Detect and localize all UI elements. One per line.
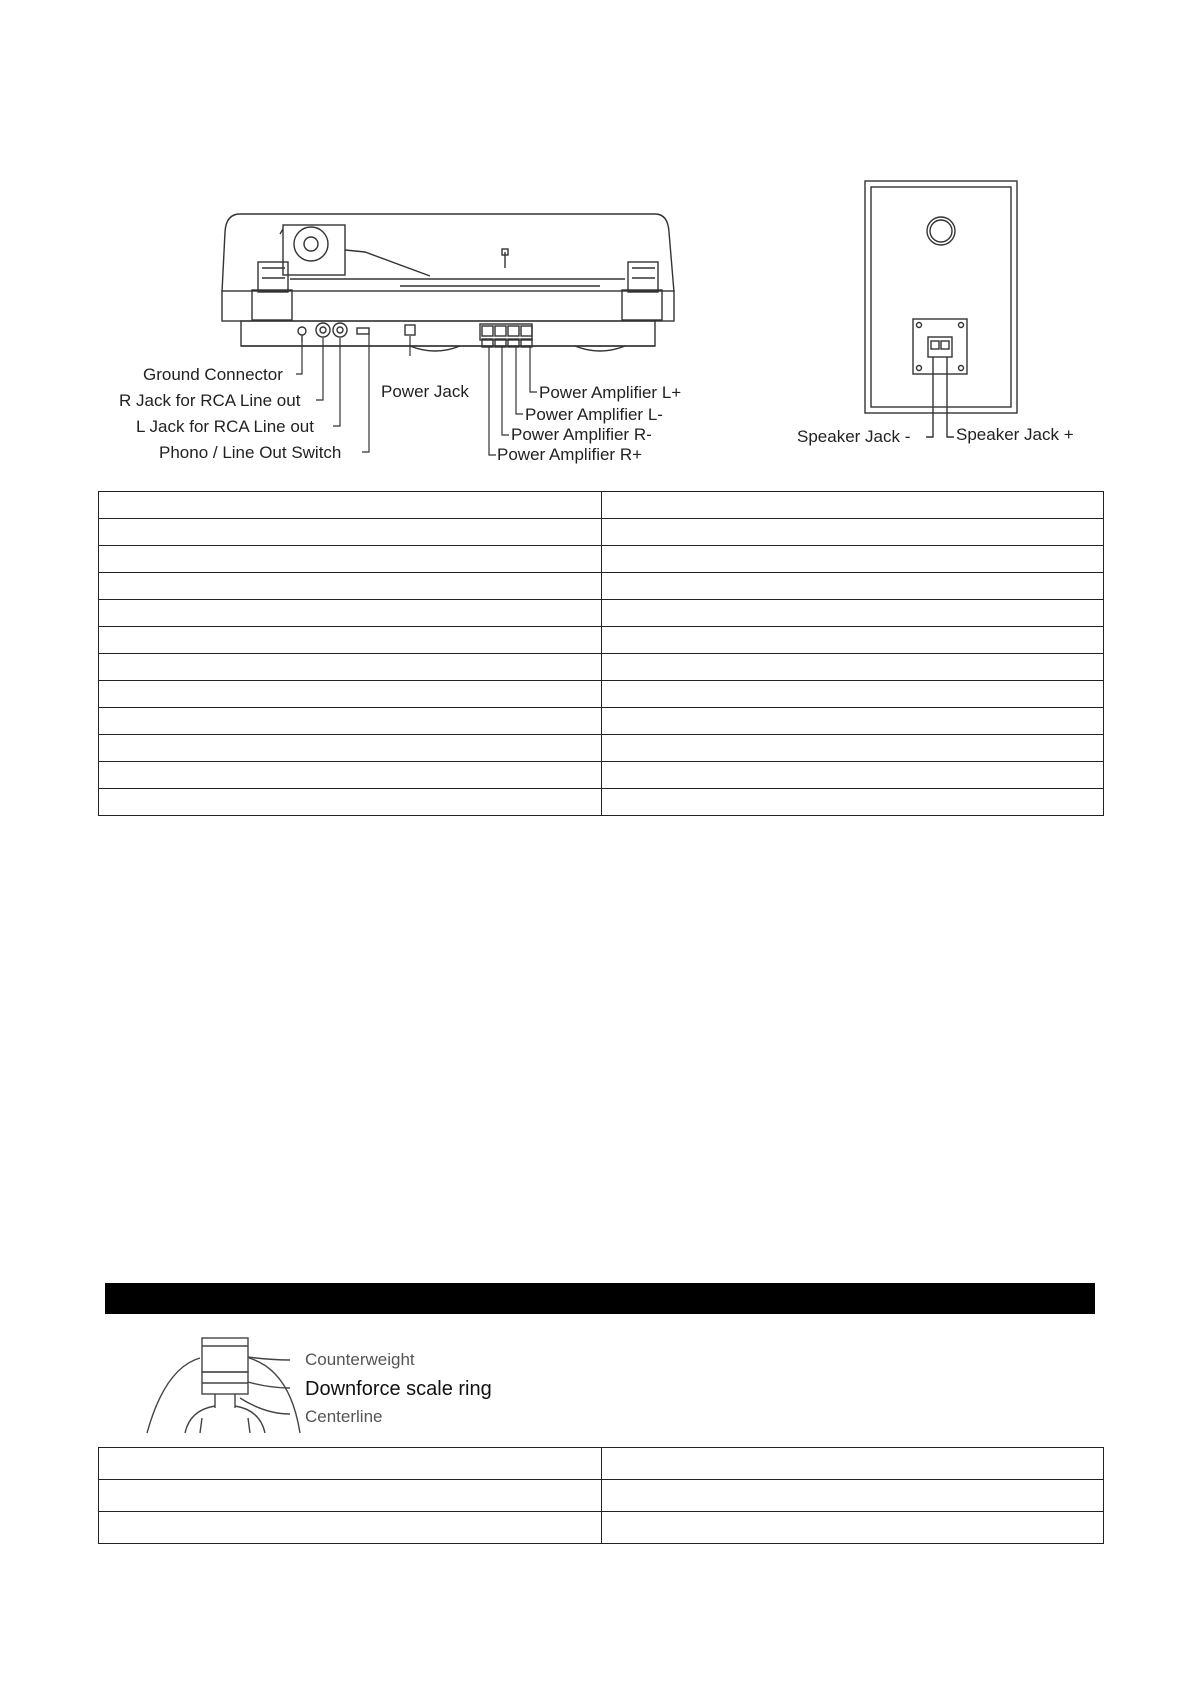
amp-r-minus-label: Power Amplifier R- — [511, 425, 652, 444]
table-row — [99, 1448, 1104, 1480]
table-row — [99, 735, 1104, 762]
table-row — [99, 519, 1104, 546]
downforce-scale-ring-label: Downforce scale ring — [305, 1378, 492, 1400]
table-row — [99, 600, 1104, 627]
table-row — [99, 492, 1104, 519]
table-row — [99, 681, 1104, 708]
section-header-bar — [105, 1283, 1095, 1314]
power-jack-label: Power Jack — [381, 382, 469, 401]
table-row — [99, 1512, 1104, 1544]
table-row — [99, 1480, 1104, 1512]
amp-l-minus-label: Power Amplifier L- — [525, 405, 663, 424]
ground-connector-label: Ground Connector — [143, 365, 283, 384]
r-jack-label: R Jack for RCA Line out — [119, 391, 301, 410]
table-row — [99, 627, 1104, 654]
speaker-rear-diagram — [860, 175, 1040, 445]
centerline-label: Centerline — [305, 1407, 383, 1426]
specification-table-1 — [98, 491, 1104, 816]
table-row — [99, 762, 1104, 789]
phono-line-switch-label: Phono / Line Out Switch — [159, 443, 342, 462]
speaker-jack-plus-label: Speaker Jack + — [956, 425, 1074, 444]
table-row — [99, 789, 1104, 816]
l-jack-label: L Jack for RCA Line out — [136, 417, 314, 436]
specification-table-2 — [98, 1447, 1104, 1544]
table-row — [99, 546, 1104, 573]
amp-l-plus-label: Power Amplifier L+ — [539, 383, 682, 402]
speaker-jack-minus-label: Speaker Jack - — [797, 427, 911, 446]
table-row — [99, 654, 1104, 681]
table-row — [99, 573, 1104, 600]
tonearm-counterweight-diagram — [140, 1330, 310, 1435]
amp-r-plus-label: Power Amplifier R+ — [497, 445, 643, 464]
counterweight-label: Counterweight — [305, 1350, 415, 1369]
table-row — [99, 708, 1104, 735]
